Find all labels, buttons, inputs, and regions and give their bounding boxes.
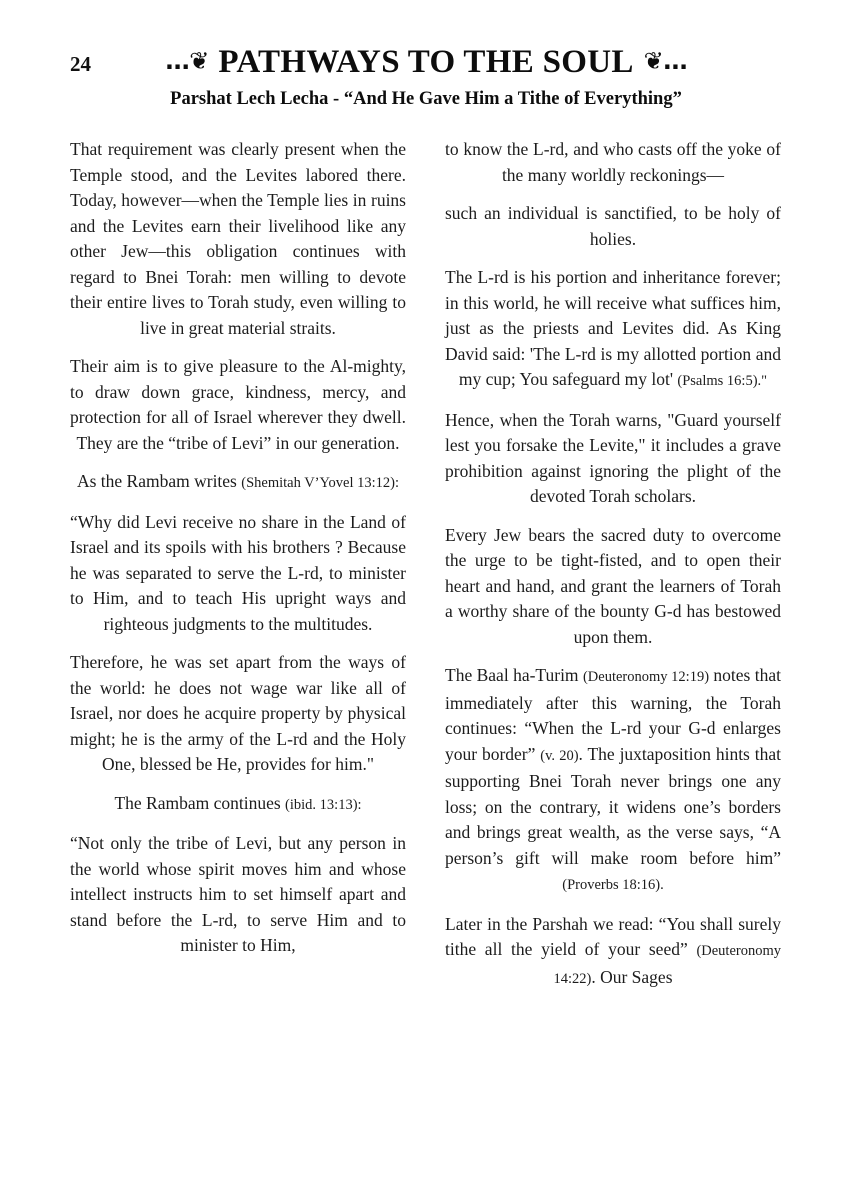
title-row: [70, 44, 782, 81]
right-column: [445, 137, 781, 1005]
two-column-body: [70, 137, 782, 1005]
paragraph: [445, 265, 781, 395]
paragraph: “Not only the tribe of Levi, but any person in the world whose spirit moves him and whose intellect instructs him to set himself apart and stand before the L-rd, to serve Him and to minister to Him,: [70, 833, 406, 955]
paragraph: That requirement was clearly present when the Temple stood, and the Levites labored there. Today, however—when the Temple lies in ruins and the Levites earn their livelihood like any other Jew—this obligation continues with regard to Bnei Torah: men willing to devote their entire lives to Torah study, even willing to live in great material straits.: [70, 139, 406, 338]
text-segment: As the Rambam writes: [76, 471, 242, 491]
paragraph: [70, 791, 406, 819]
left-column: [70, 137, 406, 1005]
source-reference: (Psalms 16:5).": [677, 373, 768, 389]
text-segment: The Baal ha-Turim: [445, 665, 583, 685]
source-reference: (Deuteronomy 12:19): [582, 669, 710, 685]
text-segment: notes that immediately after this warning, the Torah continues: “When the L-rd your G-d enlarges your border”: [445, 665, 782, 764]
source-reference: (ibid. 13:13):: [285, 796, 362, 813]
source-reference: (Deuteronomy 14:22): [553, 943, 781, 987]
page-number: 24: [70, 52, 91, 76]
text-segment: The L-rd is his portion and inheritance forever; in this world, he will receive what suffices him, just as the priests and Levites did. As King David said: 'The L-rd is my allotted portion and my cup; You safeguard my lot': [445, 267, 781, 389]
text-segment: The Rambam continues: [114, 792, 286, 813]
page-title: PATHWAYS TO THE SOUL: [218, 44, 634, 80]
paragraph: to know the L-rd, and who casts off the yoke of the many worldly reckonings—: [445, 139, 781, 185]
source-reference: (Shemitah V’Yovel 13:12):: [241, 475, 400, 491]
paragraph: “Why did Levi receive no share in the Land of Israel and its spoils with his brothers ? Because he was separated to serve the L-rd, to minister to Him, and to teach His upright ways and righteous judgments to the multitudes.: [70, 511, 406, 634]
page-header: [70, 44, 782, 110]
flourish-left-ornament: ...❦: [164, 47, 209, 75]
paragraph: [445, 663, 781, 899]
paragraph: Every Jew bears the sacred duty to overcome the urge to be tight-fisted, and to open their heart and hand, and grant the learners of Torah a worthy share of the bounty G-d has bestowed upon them.: [445, 524, 781, 647]
paragraph: Therefore, he was set apart from the ways of the world: he does not wage war like all of Israel, nor does he acquire property by physical might; he is the army of the L-rd and the Holy One, blessed be He, provides for him.": [70, 652, 406, 774]
text-segment: . Our Sages: [591, 966, 673, 987]
paragraph: such an individual is sanctified, to be holy of holies.: [445, 203, 781, 249]
paragraph: Hence, when the Torah warns, "Guard yourself lest you forsake the Levite," it includes a grave prohibition against ignoring the plight of the devoted Torah scholars.: [445, 409, 781, 506]
paragraph: [70, 469, 406, 497]
flourish-right-ornament: ❦...: [643, 47, 688, 75]
text-segment: Later in the Parshah we read: “You shall surely tithe all the yield of your seed”: [445, 913, 781, 959]
paragraph: [445, 912, 781, 993]
text-segment: . The juxtaposition hints that supporting Bnei Torah never brings one any loss; on the contrary, it widens one’s borders and brings great wealth, as the verse says, “A person’s gift will make room before him”: [445, 743, 781, 868]
paragraph: Their aim is to give pleasure to the Al-mighty, to draw down grace, kindness, mercy, and protection for all of Israel wherever they dwell. They are the “tribe of Levi” in our generation.: [70, 356, 406, 453]
source-reference: (Proverbs 18:16).: [562, 877, 664, 893]
source-reference: (v. 20): [540, 747, 579, 764]
page-subtitle: Parshat Lech Lecha - “And He Gave Him a Tithe of Everything”: [170, 89, 682, 109]
